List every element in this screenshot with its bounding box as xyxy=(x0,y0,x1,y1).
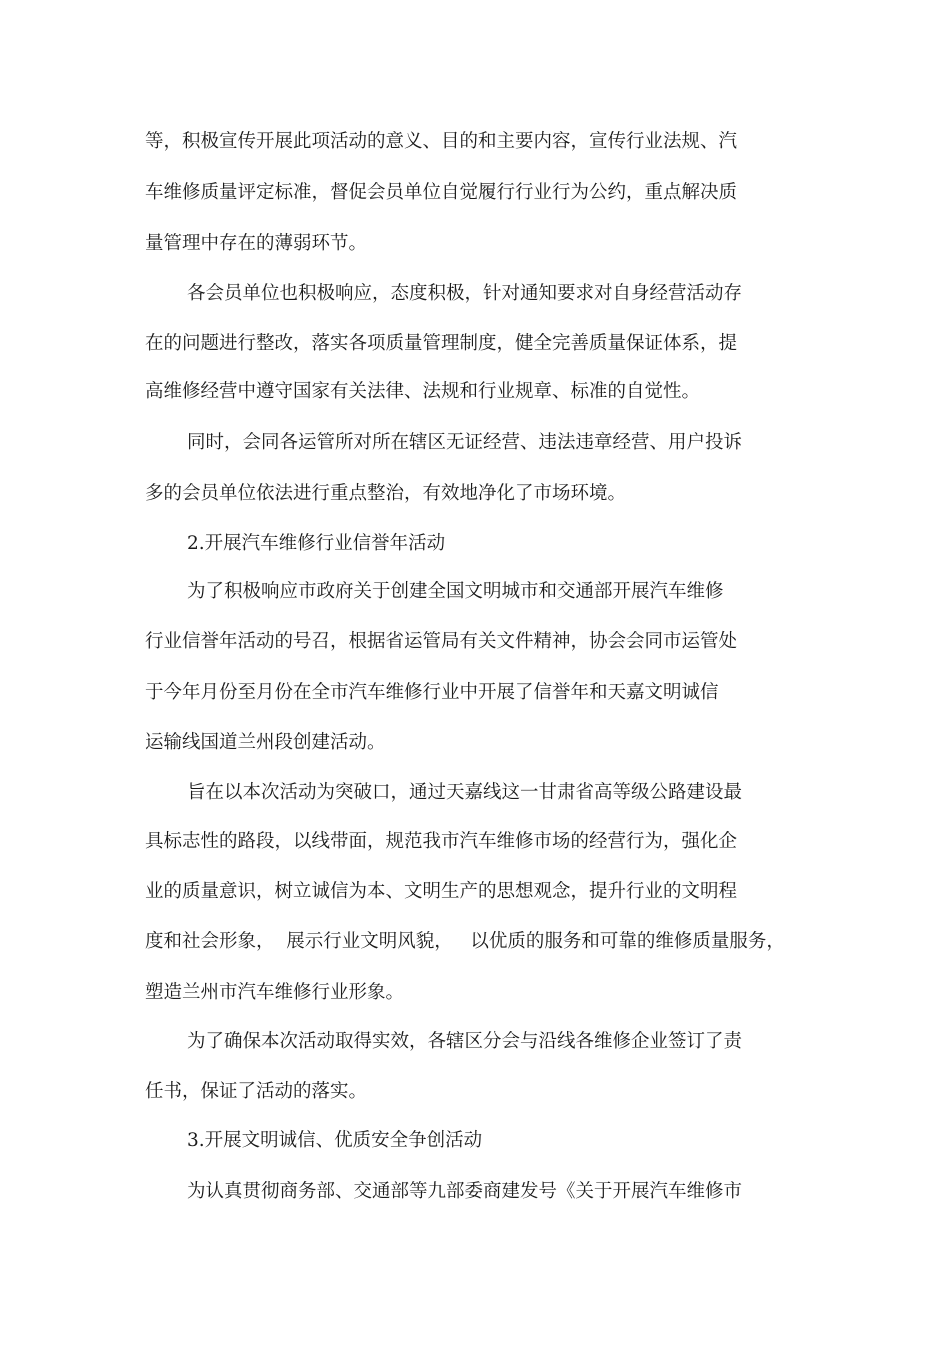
paragraph-line: 塑造兰州市汽车维修行业形象。 xyxy=(145,982,405,1003)
paragraph-line: 业的质量意识，树立诚信为本、文明生产的思想观念，提升行业的文明程 xyxy=(145,881,738,902)
paragraph-line: 量管理中存在的薄弱环节。 xyxy=(145,233,368,254)
paragraph-line: 等，积极宣传开展此项活动的意义、目的和主要内容，宣传行业法规、汽 xyxy=(145,131,738,152)
paragraph-line: 多的会员单位依法进行重点整治，有效地净化了市场环境。 xyxy=(145,483,627,504)
paragraph-line: 旨在以本次活动为突破口，通过天嘉线这一甘肃省高等级公路建设最 xyxy=(187,782,743,803)
paragraph-line: 各会员单位也积极响应，态度积极，针对通知要求对自身经营活动存 xyxy=(187,283,743,304)
paragraph-line: 于今年月份至月份在全市汽车维修行业中开展了信誉年和天嘉文明诚信 xyxy=(145,682,719,703)
paragraph-line: 度和社会形象， 展示行业文明风貌， 以优质的服务和可靠的维修质量服务， xyxy=(145,931,785,952)
section-heading: 2.开展汽车维修行业信誉年活动 xyxy=(187,533,446,554)
paragraph-line: 任书，保证了活动的落实。 xyxy=(145,1081,368,1102)
section-heading: 3.开展文明诚信、优质安全争创活动 xyxy=(187,1130,483,1151)
paragraph-line: 为了确保本次活动取得实效，各辖区分会与沿线各维修企业签订了责 xyxy=(187,1031,743,1052)
paragraph-line: 为了积极响应市政府关于创建全国文明城市和交通部开展汽车维修 xyxy=(187,581,724,602)
paragraph-line: 运输线国道兰州段创建活动。 xyxy=(145,732,386,753)
paragraph-line: 在的问题进行整改，落实各项质量管理制度，健全完善质量保证体系，提 xyxy=(145,333,738,354)
paragraph-line: 同时，会同各运管所对所在辖区无证经营、违法违章经营、用户投诉 xyxy=(187,432,743,453)
paragraph-line: 具标志性的路段，以线带面，规范我市汽车维修市场的经营行为，强化企 xyxy=(145,831,738,852)
paragraph-line: 高维修经营中遵守国家有关法律、法规和行业规章、标准的自觉性。 xyxy=(145,381,701,402)
paragraph-line: 行业信誉年活动的号召，根据省运管局有关文件精神，协会会同市运管处 xyxy=(145,631,738,652)
paragraph-line: 车维修质量评定标准，督促会员单位自觉履行行业行为公约，重点解决质 xyxy=(145,182,738,203)
paragraph-line: 为认真贯彻商务部、交通部等九部委商建发号《关于开展汽车维修市 xyxy=(187,1181,743,1202)
